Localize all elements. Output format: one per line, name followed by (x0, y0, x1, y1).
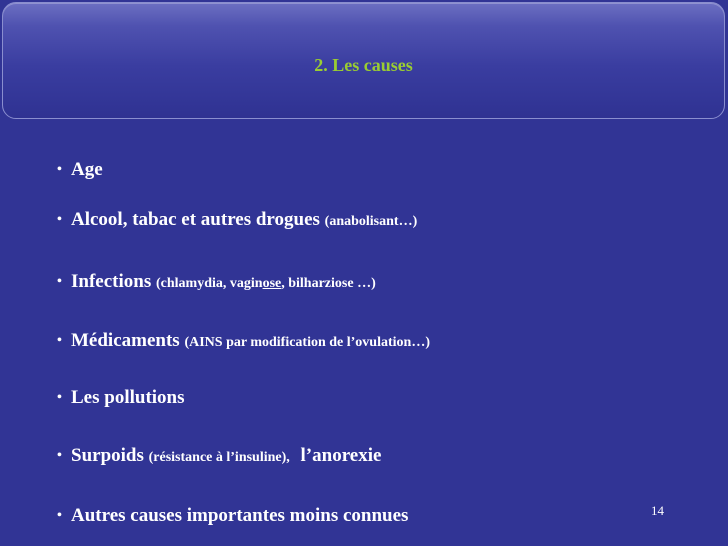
page-number: 14 (651, 503, 664, 518)
bullet-text: Les pollutions (71, 387, 185, 408)
bullet-icon: • (57, 212, 62, 227)
bullet-item-alcool (57, 209, 417, 231)
slide-title: 2. Les causes (314, 55, 413, 75)
bullet-text: Surpoids (71, 445, 144, 466)
bullet-text: Infections (71, 271, 152, 292)
bullet-item-pollutions (57, 387, 185, 409)
title-banner (2, 2, 725, 119)
bullet-text: Alcool, tabac et autres drogues (71, 209, 320, 230)
underlined-text: ose (262, 276, 282, 291)
bullet-item-age (57, 159, 103, 181)
bullet-detail: (chlamydia, vaginose, bilharziose …) (155, 276, 376, 291)
bullet-detail: (anabolisant…) (324, 214, 418, 229)
bullet-text: Autres causes importantes moins connues (71, 505, 409, 526)
bullet-item-surpoids (57, 445, 381, 467)
bullet-icon: • (57, 274, 62, 289)
bullet-text: Age (71, 159, 103, 180)
bullet-icon: • (57, 448, 62, 463)
bullet-extra: l’anorexie (300, 445, 382, 466)
bullet-item-autres (57, 505, 408, 527)
bullet-icon: • (57, 508, 62, 523)
bullet-icon: • (57, 162, 62, 177)
bullet-icon: • (57, 390, 62, 405)
bullet-item-medicaments (57, 330, 430, 352)
bullet-icon: • (57, 333, 62, 348)
bullet-text: Médicaments (71, 330, 180, 351)
bullet-detail: (AINS par modification de l’ovulation…) (184, 335, 430, 350)
bullet-item-infections (57, 271, 376, 293)
bullet-detail: (résistance à l’insuline), (148, 450, 290, 465)
